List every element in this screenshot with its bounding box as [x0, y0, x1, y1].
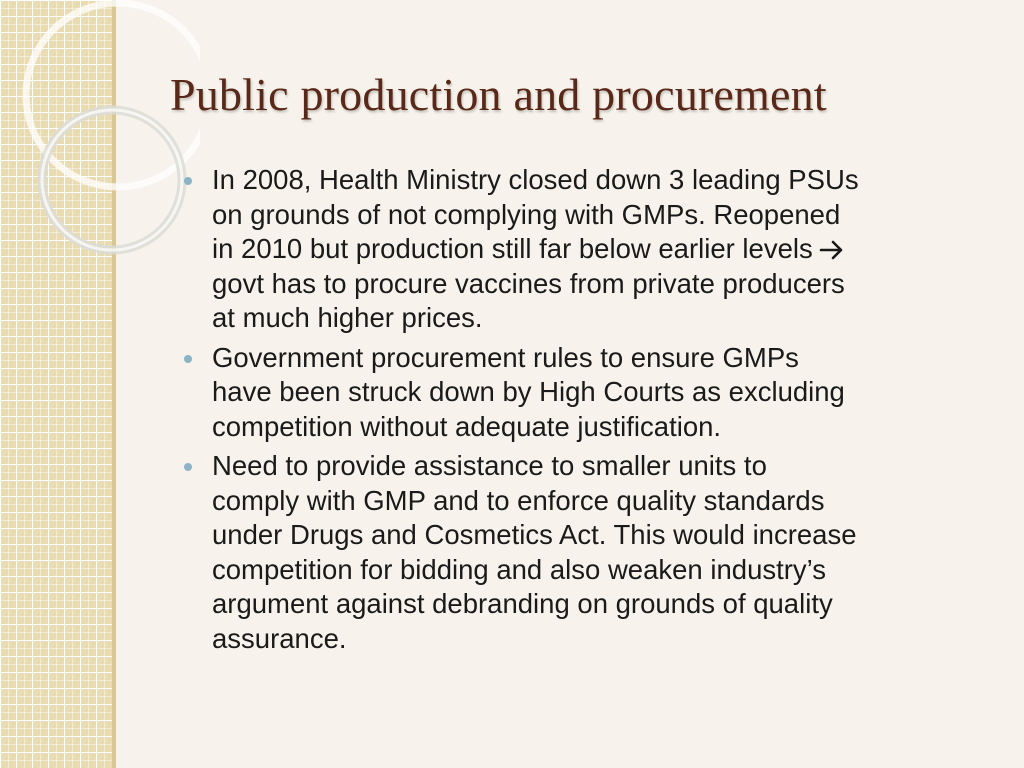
bullet-item — [184, 163, 984, 336]
bullet-line: have been struck down by High Courts as excluding — [212, 376, 845, 407]
bullet-line: in 2010 but production still far below earlier levels — [212, 233, 813, 264]
bullet-item — [184, 449, 984, 656]
bullet-line: Government procurement rules to ensure GMPs — [212, 341, 799, 373]
bullet-line: argument against debranding on grounds of quality — [212, 588, 833, 619]
bullet-line: on grounds of not complying with GMPs. Reopened — [212, 198, 841, 230]
bullet-item — [184, 341, 984, 445]
bullet-line: Need to provide assistance to smaller units to — [212, 450, 767, 481]
right-arrow-icon — [819, 239, 845, 261]
bullet-line: under Drugs and Cosmetics Act. This would increase — [212, 519, 857, 550]
decorative-circles — [0, 0, 200, 300]
bullet-line: at much higher prices. — [212, 302, 483, 333]
bullet-list — [184, 163, 984, 661]
bullet-line: govt has to procure vaccines from private producers — [212, 267, 845, 299]
bullet-line: competition without adequate justification. — [212, 410, 722, 442]
bullet-line: assurance. — [212, 622, 347, 654]
bullet-line: In 2008, Health Ministry closed down 3 leading PSUs — [212, 164, 859, 195]
bullet-dot-icon — [184, 355, 192, 363]
bullet-dot-icon — [184, 463, 192, 471]
bullet-dot-icon — [184, 177, 192, 185]
slide-title: Public production and procurement — [170, 69, 827, 120]
bullet-line: competition for bidding and also weaken industry’s — [212, 553, 827, 585]
bullet-line: comply with GMP and to enforce quality standards — [212, 484, 825, 516]
